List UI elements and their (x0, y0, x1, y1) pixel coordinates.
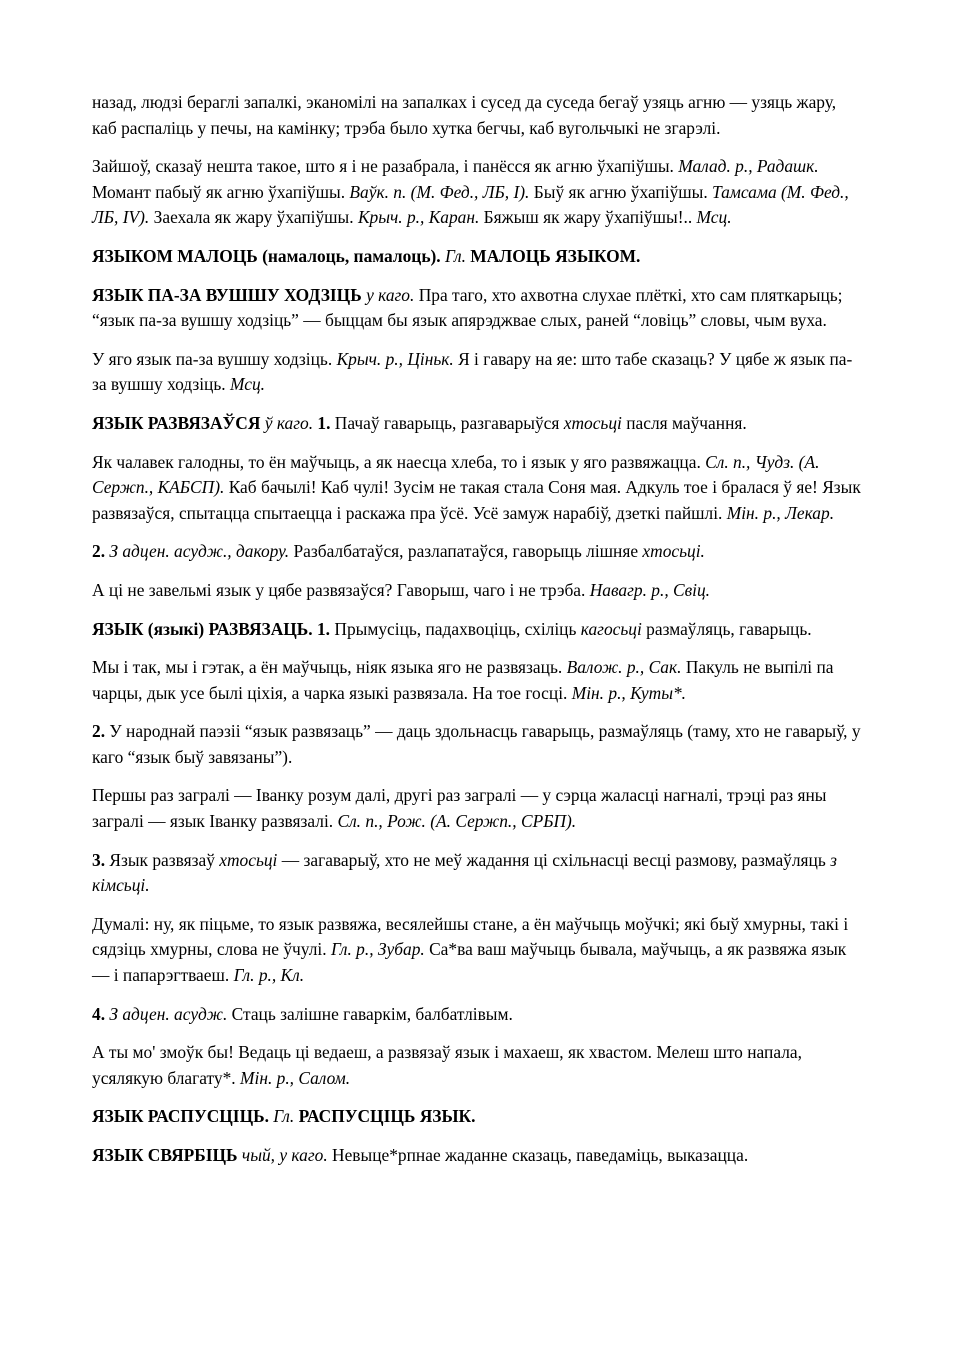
headword-run: РАСПУСЦІЦЬ ЯЗЫК. (298, 1106, 476, 1127)
text-run: Момант пабыў як агню ўхапіўшы. (92, 181, 350, 202)
text-run: Разбалбатаўся, разлапатаўся, гаворыць лішняе (289, 541, 643, 562)
italic-run: Сл. п., Рож. (А. Сержп., СРБП). (337, 811, 577, 832)
paragraph (92, 1040, 864, 1091)
headword-run: ЯЗЫК (языкі) РАЗВЯЗАЦЬ. 1. (92, 618, 331, 639)
italic-run: Гл. р., Кл. (233, 965, 305, 986)
text-run: А ты мо' змоўк бы! Ведаць ці ведаеш, а развязаў язык і махаеш, як хвастом. Мелеш што напала, усялякую благату*. (92, 1042, 802, 1088)
text-run: А ці не завельмі язык у цябе развязаўся? Гаворыш, чаго і не трэба. (92, 579, 590, 600)
italic-run: ў каго. (264, 412, 314, 433)
paragraph (92, 1104, 864, 1130)
paragraph (92, 1143, 864, 1169)
text-run: Зайшоў, сказаў нешта такое, што я і не разабрала, і панёсся як агню ўхапіўшы. (92, 156, 679, 177)
text-run: Невыце*рпнае жаданне сказаць, паведаміць, выказацца. (327, 1145, 749, 1165)
text-run: Пра таго, хто ахвотна слухае плёткі, хто сам пляткарыць; “язык па-за вушшу ходзіць” — быццам бы язык апярэджвае слых, раней “ловіць” словы, чым вуха. (92, 284, 843, 331)
paragraph (92, 347, 864, 398)
headword-run: ЯЗЫК РАСПУСЦІЦЬ. (92, 1106, 269, 1127)
text-run: Мы і так, мы і гэтак, а ён маўчыць, ніяк языка яго не развязаць. (92, 657, 567, 678)
text-run: Думалі: ну, як піцьме, то язык развяжа, весялейшы стане, а ён маўчыць моўчкі; які быў хмурны, такі і сядзіць хмурны, слова не ўчулі. (92, 913, 849, 960)
text-run: Бяжыш як жару ўхапіўшы!.. (479, 207, 697, 228)
paragraph (92, 848, 864, 899)
paragraph (92, 578, 864, 604)
italic-run: чый, у каго. (241, 1145, 328, 1165)
text-run: Прымусіць, падахвоціць, схіліць (330, 618, 581, 639)
italic-run: Тамсама (М. Фед., ЛБ, IV). (92, 181, 849, 228)
paragraph (92, 539, 864, 565)
paragraph (92, 154, 864, 231)
text-run: Я і гавару на яе: што табе сказаць? У цябе ж язык па-за вушшу ходзіць. (92, 348, 853, 395)
text-run: Каб бачылі! Каб чулі! Зусім не такая стала Соня мая. Адкуль тое і бралася ў яе! Язык развязаўся, спытацца спытаецца і раскажа пра ўсё. Усё замуж нарабіў, дзеткі пайшлі. (92, 477, 861, 523)
headword-run: ЯЗЫК РАЗВЯЗАЎСЯ (92, 412, 261, 433)
italic-run: Малад. р., Радашк. (678, 156, 819, 177)
headword-run: 3. (92, 849, 106, 870)
text-run: У народнай паэзіі “язык развязаць” — даць здольнасць гаварыць, размаўляць (таму, хто не гаварыў, у каго “язык быў завязаны”). (92, 721, 861, 767)
italic-run: Мсц. (230, 374, 266, 395)
italic-run: Мін. р., Салом. (240, 1067, 351, 1088)
italic-run: Мін. р., Лекар. (726, 502, 835, 523)
italic-run: хтосьці (219, 849, 278, 870)
paragraph (92, 244, 864, 270)
paragraph (92, 617, 864, 643)
paragraph (92, 783, 864, 834)
headword-run: 2. (92, 541, 106, 562)
text-run: Быў як агню ўхапіўшы. (529, 181, 713, 202)
italic-run: Сл. п., Чудз. (А. Сержп., КАБСП). (92, 451, 820, 498)
text-run: пасля маўчання. (621, 412, 747, 433)
paragraph (92, 655, 864, 706)
headword-run: 4. (92, 1003, 106, 1024)
text-run: У яго язык па-за вушшу ходзіць. (92, 348, 337, 369)
headword-run: ЯЗЫК СВЯРБІЦЬ (92, 1145, 238, 1165)
paragraph (92, 1002, 864, 1028)
italic-run: Гл. (273, 1106, 295, 1127)
italic-run: З адцен. асудж., дакору. (109, 541, 290, 562)
italic-run: Гл. р., Зубар. (330, 939, 425, 960)
italic-run: хтосьці. (642, 541, 705, 562)
text-run: Заехала як жару ўхапіўшы. (149, 207, 358, 228)
headword-run: ЯЗЫКОМ МАЛОЦЬ (намалоць, памалоць). (92, 245, 441, 266)
italic-run: Крыч. р., Каран. (357, 207, 480, 228)
text-run: размаўляць, гаварыць. (641, 618, 812, 639)
text-run: Як чалавек галодны, то ён маўчыць, а як наесца хлеба, то і язык у яго развяжацца. (92, 451, 706, 472)
italic-run: з кімсьці. (92, 849, 837, 896)
italic-run: Ваўк. п. (М. Фед., ЛБ, I). (349, 181, 530, 202)
italic-run: Валож. р., Сак. (566, 657, 682, 678)
paragraph (92, 719, 864, 770)
italic-run: у каго. (366, 284, 415, 305)
italic-run: Навагр. р., Свіц. (589, 579, 711, 600)
text-run: Стаць залішне гаваркім, балбатлівым. (227, 1003, 513, 1024)
italic-run: кагосьці (580, 618, 642, 639)
text-run: назад, людзі берaглі запалкі, эканомілі на запалках і сусед да суседа бегаў узяць агню — узяць жару, каб распаліць у печы, на камінку; трэба было хутка бегчы, каб вугольчыкі не згарэлі. (92, 92, 837, 138)
italic-run: Мін. р., Куты*. (571, 682, 687, 703)
paragraph (92, 912, 864, 989)
italic-run: Мсц. (696, 207, 732, 228)
headword-run: МАЛОЦЬ ЯЗЫКОМ. (470, 245, 641, 266)
paragraph (92, 411, 864, 437)
text-run: Язык развязаў (105, 849, 220, 870)
paragraph (92, 283, 864, 334)
text-run: Пачаў гаварыць, разгаварыўся (330, 412, 564, 433)
paragraph (92, 450, 864, 527)
italic-run: хтосьці (563, 412, 622, 433)
text-run: Першы раз загралі — Іванку розум далі, другі раз загралі — у сэрца жаласці нагналі, трэці раз яны загралі — язык Іванку развязалі. (92, 785, 827, 832)
italic-run: З адцен. асудж. (109, 1003, 228, 1024)
headword-run: 2. (92, 721, 106, 742)
text-run: Пакуль не выпілі па чарцы, дык усе былі ціхія, а чарка языкі развязала. На тое госці. (92, 657, 834, 703)
headword-run: 1. (317, 412, 331, 433)
paragraph (92, 90, 864, 141)
italic-run: Гл. (445, 245, 466, 266)
headword-run: ЯЗЫК ПА-ЗА ВУШШУ ХОДЗІЦЬ (92, 284, 362, 305)
italic-run: Крыч. р., Ціньк. (336, 348, 454, 369)
text-run: — загаварыў, хто не меў жадання ці схільнасці весці размову, размаўляць (277, 849, 831, 870)
text-run: Са*ва ваш маўчыць бывала, маўчыць, а як развяжа язык — і папарэгтваеш. (92, 939, 847, 986)
